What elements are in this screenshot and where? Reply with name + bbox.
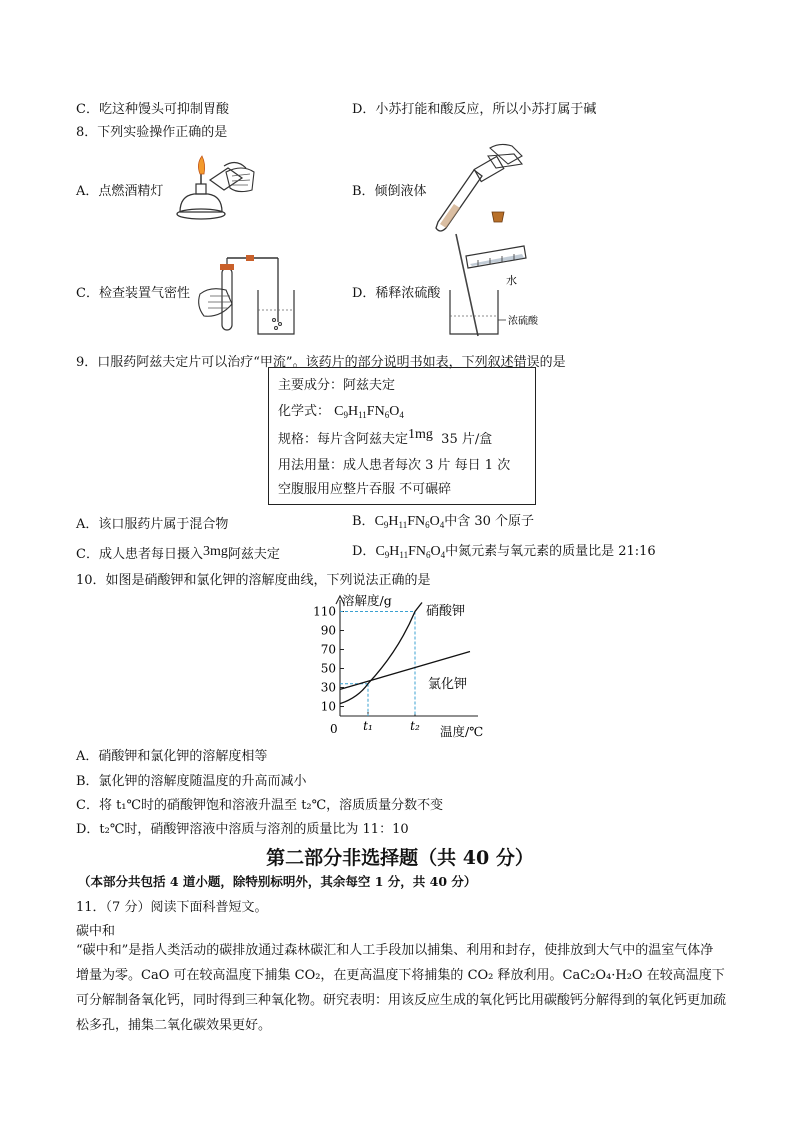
q11-paragraph: “碳中和”是指人类活动的碳排放通过森林碳汇和人工手段加以捕集、利用和封存，使排放到大气中的温室气体净增量为零。CaO 可在较高温度下捕集 CO₂，在更高温度下将捕集的 CO₂ 释放利用。CaC₂O₄·H₂O 在较高温度下可分解制备氧化钙，同时得到三种氧化物。研究表明：用该反应生成的氧化钙比用碳酸钙分解得到的氧化钙更加疏松多孔，捕集二氧化碳效果更好。 bbox=[76, 943, 727, 1033]
series-line-kno3 bbox=[340, 603, 422, 704]
series-label-kno3: 硝酸钾 bbox=[426, 604, 466, 619]
diluting-acid-illustration bbox=[438, 232, 558, 340]
q10-option-b: B．氯化钾的溶解度随温度的升高而减小 bbox=[76, 774, 307, 789]
box-formula: $C_9H_{11}FN_6O_4$ bbox=[334, 404, 404, 420]
origin-label: 0 bbox=[330, 722, 338, 736]
y-tick-label-110: 110 bbox=[313, 604, 336, 619]
part2-note: （本部分共包括 4 道小题，除特别标明外，其余每空 1 分，共 40 分） bbox=[78, 874, 477, 889]
q9-stem: 9．口服药阿兹夫定片可以治疗“甲流”。该药片的部分说明书如表，下列叙述错误的是 bbox=[76, 355, 566, 370]
q10-option-d: D．t₂℃时，硝酸钾溶液中溶质与溶剂的质量比为 11：10 bbox=[76, 822, 409, 837]
solubility-chart bbox=[310, 588, 500, 740]
box-line-instructions: 空腹服用应整片吞服 不可碾碎 bbox=[278, 482, 452, 497]
q9-option-b: B．$C_9H_{11}FN_6O_4$中含 30 个原子 bbox=[352, 514, 535, 530]
q10-option-a: A．硝酸钾和氯化钾的溶解度相等 bbox=[76, 749, 268, 764]
airtightness-check-illustration bbox=[190, 250, 300, 340]
y-tick-label-30: 30 bbox=[320, 680, 336, 695]
q7-option-d: D．小苏打能和酸反应，所以小苏打属于碱 bbox=[352, 102, 597, 117]
q8-stem: 8．下列实验操作正确的是 bbox=[76, 125, 228, 140]
q9-option-d-formula: $C_9H_{11}FN_6O_4$ bbox=[375, 544, 446, 560]
q9-option-a: A．该口服药片属于混合物 bbox=[76, 517, 229, 532]
q8-option-a: A．点燃酒精灯 bbox=[76, 184, 164, 199]
y-tick-label-90: 90 bbox=[320, 623, 336, 638]
box-line-formula bbox=[278, 400, 404, 420]
q9-option-c: C．成人患者每日摄入3mg阿兹夫定 bbox=[76, 544, 280, 562]
y-axis-label: 溶解度/g bbox=[342, 593, 392, 608]
y-tick-label-70: 70 bbox=[320, 642, 336, 657]
pouring-liquid-illustration bbox=[430, 142, 530, 234]
alcohol-lamp-illustration bbox=[162, 150, 258, 230]
q8-option-c: C．检查装置气密性 bbox=[76, 286, 190, 301]
box-line-spec bbox=[278, 428, 492, 448]
q10-stem: 10．如图是硝酸钾和氯化钾的溶解度曲线，下列说法正确的是 bbox=[76, 573, 431, 588]
x-tick-label-2: t₂ bbox=[410, 719, 420, 733]
x-axis-label: 温度/℃ bbox=[440, 724, 484, 739]
box-spec-count: 35 片/盒 bbox=[441, 432, 493, 447]
box-formula-label: 化学式： bbox=[278, 404, 331, 419]
q9-option-d: D．$C_9H_{11}FN_6O_4$中氮元素与氧元素的质量比是 21:16 bbox=[352, 544, 656, 560]
box-line-usage: 用法用量：成人患者每次 3 片 每日 1 次 bbox=[278, 458, 511, 473]
part2-title: 第二部分非选择题（共 40 分） bbox=[266, 847, 534, 869]
box-line-ingredient: 主要成分：阿兹夫定 bbox=[278, 378, 396, 393]
drug-instruction-box bbox=[268, 367, 536, 505]
x-tick-label-1: t₁ bbox=[363, 719, 373, 733]
water-label: 水 bbox=[506, 274, 517, 287]
series-label-kcl: 氯化钾 bbox=[428, 677, 468, 692]
q8-option-d: D．稀释浓硫酸 bbox=[352, 286, 441, 301]
q9-option-b-formula: $C_9H_{11}FN_6O_4$ bbox=[374, 514, 445, 530]
q11-stem: 11．（7 分）阅读下面科普短文。 bbox=[76, 900, 268, 915]
y-tick-label-50: 50 bbox=[320, 661, 336, 676]
acid-label: 浓硫酸 bbox=[508, 316, 538, 327]
q8-option-b: B．倾倒液体 bbox=[352, 184, 427, 199]
q7-option-c: C．吃这种馒头可抑制胃酸 bbox=[76, 102, 229, 117]
q11-heading: 碳中和 bbox=[76, 924, 116, 939]
box-spec-label: 规格：每片含阿兹夫定 bbox=[278, 432, 409, 447]
q10-option-c: C．将 t₁℃时的硝酸钾饱和溶液升温至 t₂℃，溶质质量分数不变 bbox=[76, 798, 444, 813]
y-tick-label-10: 10 bbox=[320, 699, 336, 714]
box-spec-dose: 1mg bbox=[408, 427, 433, 442]
